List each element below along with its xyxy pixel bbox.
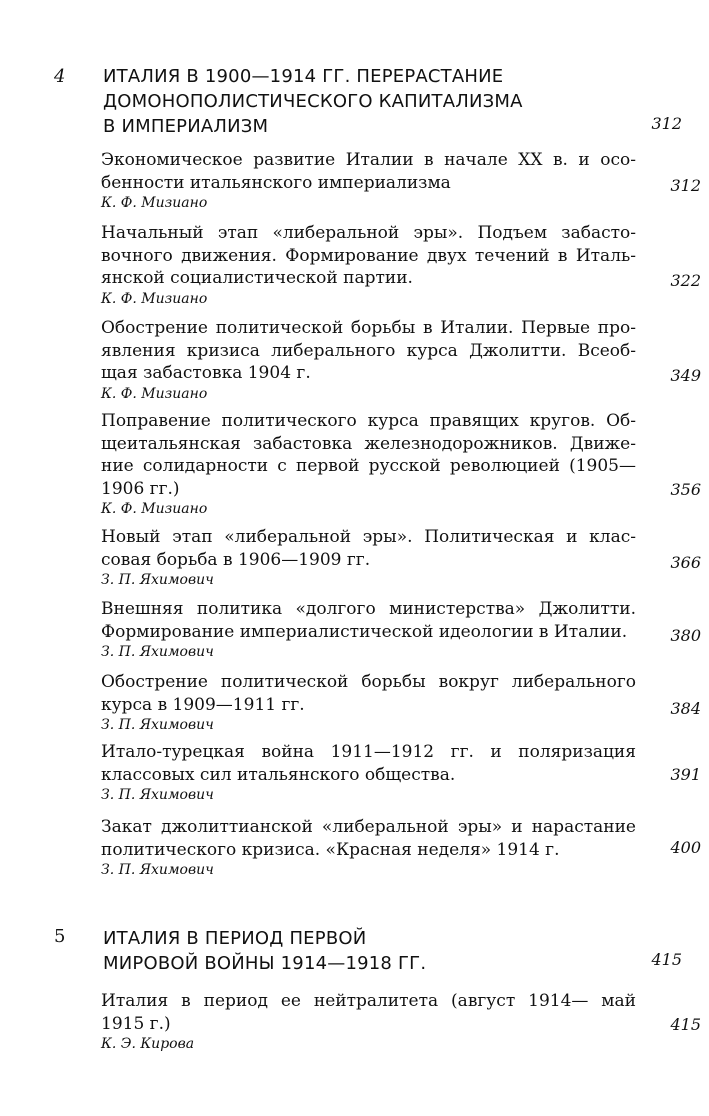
entry-author: К. Ф. Мизиано	[101, 385, 208, 402]
chapter-number: 5	[54, 926, 66, 947]
entry-author: К. Ф. Мизиано	[101, 290, 208, 307]
entry-title-line: Закат джолиттианской «либеральной эры» и нарастание	[101, 817, 636, 837]
entry-title-line: Формирование империалистической идеологии в Италии.	[101, 621, 628, 642]
chapter-page-number: 415	[651, 950, 682, 969]
entry-title	[101, 526, 636, 571]
entry-title	[101, 149, 636, 194]
toc-entry[interactable]	[101, 990, 701, 1053]
entry-author: З. П. Яхимович	[101, 717, 214, 733]
entry-title	[101, 741, 636, 786]
entry-author: З. П. Яхимович	[101, 862, 214, 878]
entry-title	[101, 816, 636, 861]
entry-title-line: курса в 1909—1911 гг.	[101, 694, 305, 715]
chapter-title-line: МИРОВОЙ ВОЙНЫ 1914—1918 ГГ.	[103, 953, 427, 974]
entry-page-number: 380	[670, 626, 701, 645]
entry-title-line: янской социалистической партии.	[101, 268, 413, 288]
entry-title-line: щеитальянская забастовка железнодорожников. Движе-	[101, 433, 636, 454]
toc-entry[interactable]	[101, 598, 701, 661]
entry-title-line: Итало-турецкая война 1911—1912 гг. и поляризация	[101, 742, 636, 762]
entry-page-number: 391	[670, 765, 701, 784]
toc-entry[interactable]	[101, 526, 701, 589]
chapter-title-line: ИТАЛИЯ В ПЕРИОД ПЕРВОЙ	[103, 928, 367, 949]
toc-entry[interactable]	[101, 222, 701, 308]
chapter-title-line: В ИМПЕРИАЛИЗМ	[103, 116, 269, 137]
entry-title-line: политического кризиса. «Красная неделя» 1914 г.	[101, 839, 560, 860]
entry-title-line: совая борьба в 1906—1909 гг.	[101, 549, 371, 570]
entry-page-number: 366	[670, 553, 701, 572]
entry-title	[101, 990, 636, 1035]
toc-entry[interactable]	[101, 816, 701, 879]
entry-title-line: Внешняя политика «долгого министерства» Джолитти.	[101, 599, 636, 619]
entry-page-number: 312	[670, 176, 701, 195]
toc-entry[interactable]	[101, 741, 701, 804]
entry-author: З. П. Яхимович	[101, 644, 214, 660]
entry-page-number: 356	[670, 480, 701, 499]
chapter-number: 4	[54, 66, 66, 87]
entry-title-line: вочного движения. Формирование двух течений в Италь-	[101, 245, 636, 266]
entry-title-line: Экономическое развитие Италии в начале XX в. и осо-	[101, 150, 636, 170]
entry-page-number: 400	[670, 838, 701, 857]
toc-entry[interactable]	[101, 317, 701, 403]
entry-title	[101, 222, 636, 290]
entry-title-line: классовых сил итальянского общества.	[101, 764, 456, 785]
entry-title-line: Обострение политической борьбы в Италии. Первые про-	[101, 318, 636, 338]
toc-entry[interactable]	[101, 149, 701, 212]
entry-title-line: щая забастовка 1904 г.	[101, 363, 311, 383]
entry-title-line: явления кризиса либерального курса Джолитти. Всеоб-	[101, 340, 636, 361]
entry-author: К. Ф. Мизиано	[101, 195, 208, 211]
entry-title-line: Италия в период ее нейтралитета (август 1914— май	[101, 991, 636, 1011]
entry-author: З. П. Яхимович	[101, 572, 214, 588]
toc-entry[interactable]	[101, 410, 701, 518]
entry-author: К. Ф. Мизиано	[101, 501, 208, 517]
entry-author: К. Э. Кирова	[101, 1036, 195, 1052]
entry-title	[101, 317, 636, 385]
chapter-page-number: 312	[651, 114, 682, 133]
chapter-title	[103, 64, 583, 139]
entry-title-line: Обострение политической борьбы вокруг либерального	[101, 672, 636, 692]
chapter-title-line: ДОМОНОПОЛИСТИЧЕСКОГО КАПИТАЛИЗМА	[103, 91, 523, 112]
entry-title-line: Начальный этап «либеральной эры». Подъем забасто-	[101, 223, 636, 243]
entry-title-line: ние солидарности с первой русской революцией (1905—	[101, 456, 636, 476]
entry-page-number: 349	[670, 366, 701, 385]
entry-title-line: 1906 гг.)	[101, 478, 180, 499]
entry-page-number: 384	[670, 699, 701, 718]
entry-title-line: 1915 г.)	[101, 1013, 171, 1034]
toc-entry[interactable]	[101, 671, 701, 734]
chapter-title	[103, 926, 583, 976]
entry-title	[101, 598, 636, 643]
entry-title	[101, 671, 636, 716]
entry-title	[101, 410, 636, 500]
entry-author: З. П. Яхимович	[101, 787, 214, 803]
entry-title-line: бенности итальянского империализма	[101, 172, 451, 193]
entry-title-line: Новый этап «либеральной эры». Политическая и клас-	[101, 527, 636, 547]
entry-page-number: 415	[670, 1015, 701, 1034]
chapter-title-line: ИТАЛИЯ В 1900—1914 ГГ. ПЕРЕРАСТАНИЕ	[103, 66, 504, 87]
entry-title-line: Поправение политического курса правящих кругов. Об-	[101, 411, 636, 431]
entry-page-number: 322	[670, 271, 701, 290]
